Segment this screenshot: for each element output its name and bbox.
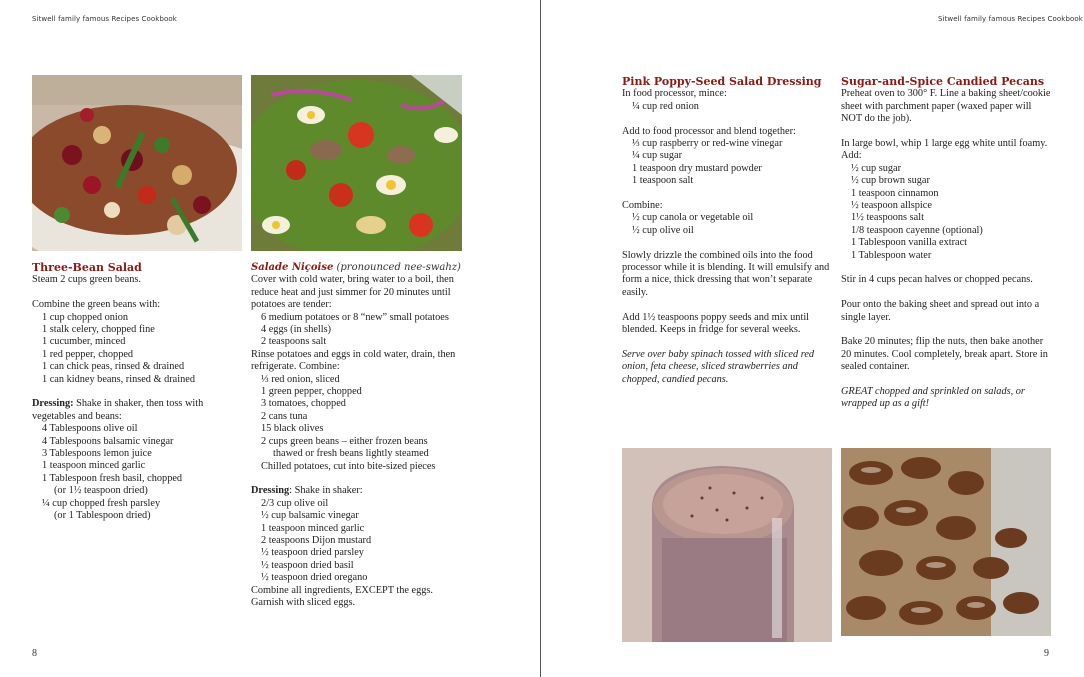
ingredient: 1 cucumber, minced [42,336,126,348]
recipe-step: Garnish with sliced eggs. [251,596,356,608]
poppy-seed-dressing-recipe [622,76,832,386]
ingredient: (or 1½ teaspoon dried) [54,485,148,497]
ingredient: 1 stalk celery, chopped fine [42,324,155,336]
ingredient: Chilled potatoes, cut into bite-sized pieces [261,460,436,472]
ingredient: 2 cans tuna [261,410,308,422]
salade-nicoise-recipe [251,262,466,609]
serving-note: Serve over baby spinach tossed with sliced red onion, feta cheese, sliced strawberries and chopped, candied pecans. [622,348,815,385]
dressing-label: Dressing: [32,398,74,410]
dressing-text: Shake in shaker, then toss with vegetables and beans: [32,398,204,422]
ingredient: 1 can chick peas, rinsed & drained [42,361,185,373]
ingredient: ⅓ red onion, sliced [261,373,340,385]
ingredient: 2 teaspoons salt [261,336,327,348]
dressing-text: : Shake in shaker: [289,485,363,497]
candied-pecans-photo [841,448,1051,636]
ingredient: 1 teaspoon salt [632,175,694,187]
ingredient: ½ cup canola or vegetable oil [632,212,754,224]
candied-pecans-title: Sugar-and-Spice Candied Pecans [841,75,1045,88]
ingredient: 1 teaspoon dry mustard powder [632,162,762,174]
ingredient: (or 1 Tablespoon dried) [54,510,151,522]
page-header-right: Sitwell family famous Recipes Cookbook [938,15,1083,23]
recipe-step: In large bowl, whip 1 large egg white until foamy. Add: [841,138,1048,162]
recipe-step: Add 1½ teaspoons poppy seeds and mix until blended. Keeps in fridge for several weeks. [622,311,810,336]
pronunciation: (pronounced nee-swahz) [333,262,461,273]
serving-note: GREAT chopped and sprinkled on salads, or wrapped up as a gift! [841,386,1025,410]
ingredient: 1 Tablespoon fresh basil, chopped [42,472,183,484]
ingredient: 1 can kidney beans, rinsed & drained [42,373,195,385]
ingredient: 4 eggs (in shells) [261,324,332,336]
ingredient: ½ teaspoon dried basil [261,559,354,571]
salade-nicoise-title [251,262,466,274]
three-bean-salad-photo [32,75,242,251]
ingredient: ½ cup balsamic vinegar [261,510,359,522]
ingredient: 1 teaspoon minced garlic [261,522,365,534]
ingredient: 2/3 cup olive oil [261,497,329,509]
recipe-step: Combine the green beans with: [32,299,161,311]
ingredient: 3 tomatoes, chopped [261,398,346,410]
salade-nicoise-photo [251,75,462,251]
ingredient: 1 teaspoon minced garlic [42,460,146,472]
dressing-label: Dressing [251,485,290,497]
salade-nicoise-name: Salade Niçoise [251,262,334,273]
ingredient: 2 cups green beans – either frozen beans [261,435,428,447]
ingredient: ½ teaspoon dried oregano [261,572,368,584]
recipe-step: Preheat oven to 300° F. Line a baking sheet/cookie sheet with parchment paper (waxed paper will NOT do the job). [841,88,1051,125]
ingredient: ¼ cup red onion [632,100,699,112]
three-bean-salad-recipe [32,262,242,523]
page-header-left: Sitwell family famous Recipes Cookbook [32,15,177,23]
ingredient: thawed or fresh beans lightly steamed [273,448,429,460]
dressing-instructions [251,485,466,497]
recipe-step: Rinse potatoes and eggs in cold water, drain, then refrigerate. Combine: [251,348,456,373]
ingredient: 1 green pepper, chopped [261,386,362,398]
ingredient: 1 teaspoon cinnamon [851,187,939,199]
book-spine [540,0,541,677]
recipe-step: Add to food processor and blend together: [622,125,796,137]
recipe-step: In food processor, mince: [622,88,727,100]
ingredient: 1½ teaspoons salt [851,212,924,224]
ingredient: 6 medium potatoes or 8 “new” small potatoes [261,311,449,323]
ingredient: ¼ cup chopped fresh parsley [42,497,161,509]
candied-pecans-recipe [841,76,1053,411]
recipe-step: Pour onto the baking sheet and spread out into a single layer. [841,299,1040,323]
ingredient: 1 Tablespoon water [851,249,932,261]
ingredient: ½ teaspoon allspice [851,200,932,212]
recipe-step: Combine: [622,200,663,212]
ingredient: ½ teaspoon dried parsley [261,547,364,559]
ingredient: ½ cup sugar [851,162,902,174]
ingredient: 1 Tablespoon vanilla extract [851,237,968,249]
recipe-step: Stir in 4 cups pecan halves or chopped pecans. [841,274,1033,286]
page-number-left: 8 [32,648,37,659]
recipe-step: Bake 20 minutes; flip the nuts, then bake another 20 minutes. Cool completely, break apart. Store in sealed container. [841,336,1048,373]
dressing-instructions [32,398,242,423]
page-number-right: 9 [1044,648,1049,659]
recipe-step: Steam 2 cups green beans. [32,274,141,286]
ingredient: 15 black olives [261,423,324,435]
poppy-seed-dressing-photo [622,448,832,642]
ingredient: 4 Tablespoons balsamic vinegar [42,435,174,447]
recipe-step: Slowly drizzle the combined oils into the food processor while it is blending. It will emulsify and form a nice, thick dressing that won’t separate easily. [622,249,830,298]
ingredient: 2 teaspoons Dijon mustard [261,534,372,546]
ingredient: 1 red pepper, chopped [42,348,134,360]
ingredient: ½ cup brown sugar [851,175,930,187]
ingredient: ¼ cup sugar [632,150,683,162]
ingredient: 3 Tablespoons lemon juice [42,448,152,460]
ingredient: 1/8 teaspoon cayenne (optional) [851,224,983,236]
recipe-step: Cover with cold water, bring water to a boil, then reduce heat and just simmer for 20 minutes until potatoes are tender: [251,274,454,311]
ingredient: 1 cup chopped onion [42,311,129,323]
ingredient: 4 Tablespoons olive oil [42,423,138,435]
recipe-step: Combine all ingredients, EXCEPT the eggs. [251,584,433,596]
ingredient: ⅓ cup raspberry or red-wine vinegar [632,138,783,150]
poppy-seed-dressing-title: Pink Poppy-Seed Salad Dressing [622,75,822,88]
three-bean-salad-title: Three-Bean Salad [32,261,142,274]
ingredient: ½ cup olive oil [632,224,694,236]
